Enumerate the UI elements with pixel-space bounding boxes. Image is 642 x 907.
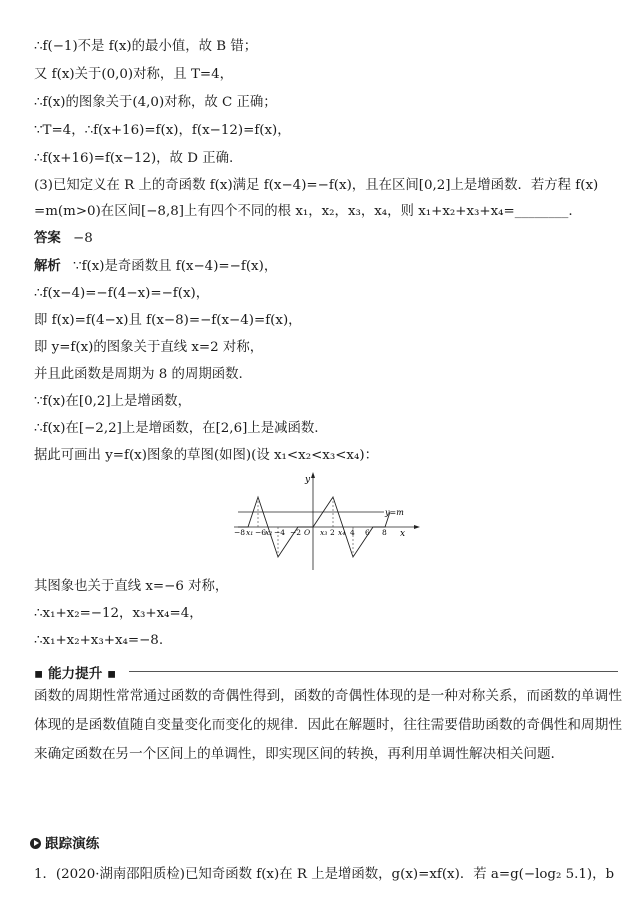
tick-label: O <box>304 528 311 537</box>
line-label: y=m <box>385 508 404 517</box>
question-text: 1．(2020·湖南邵阳质检)已知奇函数 f(x)在 R 上是增函数，g(x)=xf(x)．若 a=g(−log₂ 5.1)，b <box>34 867 615 882</box>
text-line: 又 f(x)关于(0,0)对称，且 T=4， <box>34 67 234 82</box>
text-line: ∴f(x+16)=f(x−12)，故 D 正确. <box>34 151 234 166</box>
tick-label: x₄ <box>338 528 346 537</box>
y-axis-arrow <box>311 472 315 478</box>
tick-label: 8 <box>382 528 387 537</box>
answer-line <box>34 230 618 248</box>
track-title: 跟踪演练 <box>45 836 100 852</box>
x-axis-arrow <box>414 525 420 529</box>
text-line: ∴f(x−4)=−f(4−x)=−f(x)， <box>34 286 210 301</box>
tick-label: x₃ <box>320 528 328 537</box>
tick-label: −8 <box>234 528 246 537</box>
y-axis-label: y <box>305 475 311 485</box>
text-line: 其图象也关于直线 x=−6 对称， <box>34 579 229 594</box>
x-axis-label: x <box>400 529 406 539</box>
text-line: ∴x₁+x₂+x₃+x₄=−8. <box>34 633 164 648</box>
answer-label: 答案 <box>34 231 61 246</box>
text-line: ∵T=4，∴f(x+16)=f(x)，f(x−12)=f(x)， <box>34 123 291 138</box>
tick-label: 2 <box>330 528 335 537</box>
tick-label: 4 <box>350 528 355 537</box>
tick-label: x₁ <box>246 528 254 537</box>
section-paragraph: 函数的周期性常常通过函数的奇偶性得到，函数的奇偶性体现的是一种对称关系，而函数的单调性体现的是函数值随自变量变化而变化的规律．因此在解题时，往往需要借助函数的奇偶性和周期性来确定函数在另一个区间上的单调性，即实现区间的转换，再利用单调性解决相关问题. <box>34 688 622 762</box>
text-line: 据此可画出 y=f(x)图象的草图(如图)(设 x₁<x₂<x₃<x₄)： <box>34 448 378 463</box>
text-line: 即 f(x)=f(4−x)且 f(x−8)=−f(x−4)=f(x)， <box>34 313 302 328</box>
text-line: 并且此函数是周期为 8 的周期函数. <box>34 367 243 382</box>
text-line: ∴f(x)在[−2,2]上是增函数，在[2,6]上是减函数. <box>34 421 319 436</box>
section-title: ▪ 能力提升 ▪ <box>34 662 122 682</box>
problem-text: (3)已知定义在 R 上的奇函数 f(x)满足 f(x−4)=−f(x)，且在区间[0,2]上是增函数．若方程 f(x) <box>34 178 599 193</box>
section-header <box>34 662 618 680</box>
tick-label: −4 <box>274 528 286 537</box>
answer-value: −8 <box>73 231 93 246</box>
text-line: ∵f(x)在[0,2]上是增函数， <box>34 394 191 409</box>
tick-labels <box>234 528 387 537</box>
analysis-label: 解析 <box>34 259 61 274</box>
tick-label: −2 <box>290 528 302 537</box>
text-line: 即 y=f(x)的图象关于直线 x=2 对称， <box>34 340 264 355</box>
analysis-text: ∵f(x)是奇函数且 f(x−4)=−f(x)， <box>73 259 278 274</box>
tick-label: −6 <box>255 528 267 537</box>
play-circle-icon <box>30 838 41 849</box>
text-line: ∴f(−1)不是 f(x)的最小值，故 B 错； <box>34 39 258 54</box>
text-line: ∴x₁+x₂=−12，x₃+x₄=4， <box>34 606 203 621</box>
tick-label: 6 <box>365 528 370 537</box>
analysis-line <box>34 258 618 276</box>
section-divider <box>129 671 618 672</box>
tick-label: x₂ <box>265 528 273 537</box>
text-line: ∴f(x)的图象关于(4,0)对称，故 C 正确； <box>34 95 277 110</box>
problem-text: =m(m>0)在区间[−8,8]上有四个不同的根 x₁，x₂，x₃，x₄，则 x₁+x₂+x₃+x₄=________. <box>34 204 573 219</box>
track-header <box>30 832 99 852</box>
function-graph <box>234 470 420 570</box>
